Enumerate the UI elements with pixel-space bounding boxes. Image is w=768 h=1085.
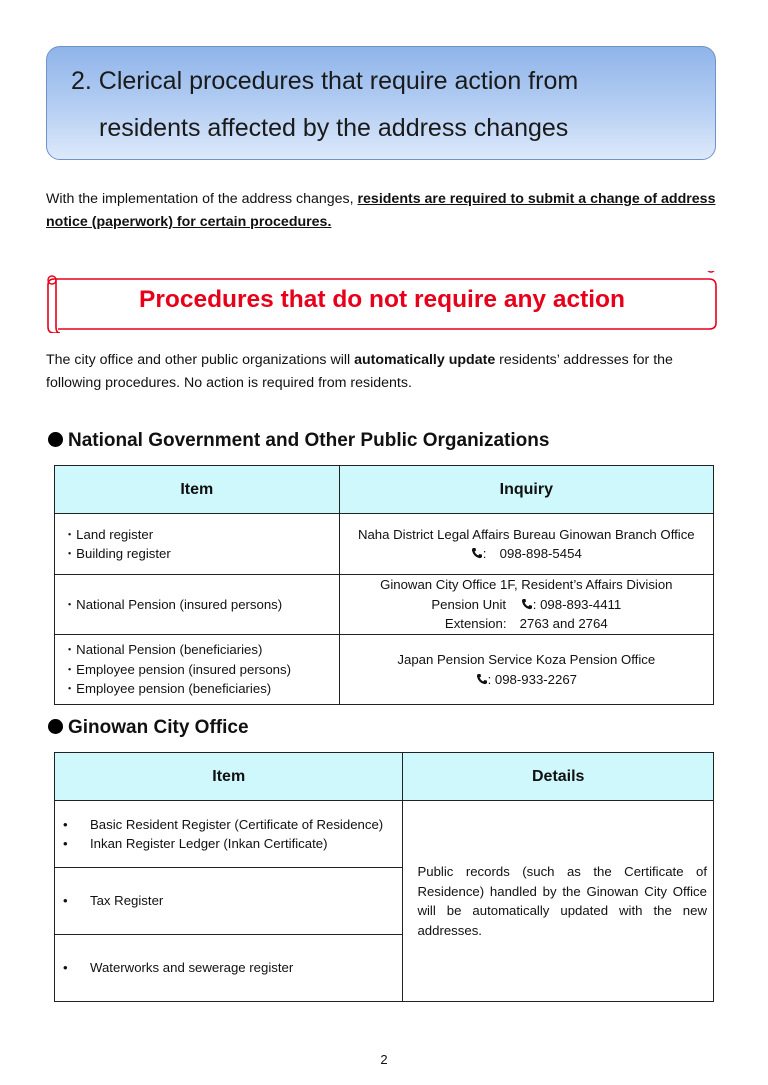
bullet: • [63, 960, 68, 976]
black-circle-icon [48, 719, 63, 734]
table-row [55, 514, 714, 575]
table-header-row [55, 753, 714, 801]
col-item-header: Item [55, 753, 403, 801]
table-row [55, 801, 714, 868]
inquiry-extension: Extension: 2763 and 2764 [444, 616, 608, 632]
item-cell [55, 514, 340, 575]
intro-paragraph [46, 188, 726, 234]
inquiry-line: Japan Pension Service Koza Pension Office [397, 652, 656, 667]
inquiry-phone [340, 670, 713, 690]
item-text: ・National Pension (beneficiaries) [63, 642, 263, 658]
inquiry-cell [339, 514, 713, 575]
table-public-organizations [54, 465, 714, 705]
item-text: ・National Pension (insured persons) [63, 596, 283, 612]
section-title-line2: residents affected by the address changes [99, 114, 569, 142]
bullet: • [63, 836, 68, 851]
item-text: ・Building register [63, 546, 171, 561]
details-cell: Public records (such as the Certificate of Residence) handled by the Ginowan City Office will be automatically updated with the new addresses. [403, 801, 714, 1002]
section-title-line1: 2. Clerical procedures that require action from [71, 67, 579, 95]
item-text: ・Land register [63, 526, 154, 542]
item-text: ・Employee pension (insured persons) [63, 661, 291, 677]
banner-scroll [46, 271, 718, 331]
inquiry-phone [340, 544, 713, 564]
item-cell [55, 935, 403, 1002]
col-inquiry-header: Inquiry [339, 466, 713, 514]
phone-number: : 098-893-4411 [532, 596, 622, 612]
phone-number: : 098-898-5454 [482, 546, 582, 561]
phone-number: : 098-933-2267 [487, 671, 578, 687]
intro-underlined: residents are required to submit a change of address notice (paperwork) for certain procedures. [46, 191, 716, 230]
auto-update-paragraph [46, 349, 728, 395]
inquiry-phone [340, 595, 713, 615]
col-item-header: Item [55, 466, 340, 514]
item-text: Inkan Register Ledger (Inkan Certificate) [90, 836, 328, 851]
table-row [55, 575, 714, 635]
table-row [55, 635, 714, 705]
phone-icon [471, 547, 483, 559]
section2-heading [48, 717, 249, 739]
item-text: Waterworks and sewerage register [90, 960, 294, 976]
table-header-row [55, 466, 714, 514]
section2-heading-text: Ginowan City Office [68, 717, 249, 738]
inquiry-unit: Pension Unit [431, 596, 507, 612]
item-cell [55, 868, 403, 935]
banner-title: Procedures that do not require any action [138, 286, 625, 313]
table-city-office [54, 752, 714, 1002]
col-details-header: Details [403, 753, 714, 801]
phone-icon [476, 673, 488, 685]
item-cell [55, 635, 340, 705]
item-text: Basic Resident Register (Certificate of Residence) [90, 816, 384, 832]
para-bold: automatically update [354, 352, 496, 368]
section1-heading-text: National Government and Other Public Organizations [68, 430, 550, 451]
section-header-box [46, 46, 716, 160]
bullet: • [63, 893, 68, 909]
item-cell [55, 575, 340, 635]
inquiry-cell [339, 635, 713, 705]
item-cell [55, 801, 403, 868]
inquiry-cell [339, 575, 713, 635]
section1-heading [48, 430, 549, 452]
item-text: ・Employee pension (beneficiaries) [63, 681, 272, 697]
para-before: The city office and other public organizations will [46, 352, 355, 368]
black-circle-icon [48, 432, 63, 447]
intro-plain: With the implementation of the address changes, [46, 191, 358, 207]
page-number: 2 [380, 1052, 388, 1067]
inquiry-line: Ginowan City Office 1F, Resident’s Affairs Division [380, 577, 673, 593]
inquiry-line: Naha District Legal Affairs Bureau Ginowan Branch Office [357, 526, 695, 542]
para-after: residents’ addresses for the following procedures. No action is required from residents. [46, 352, 673, 391]
phone-icon [521, 598, 533, 610]
item-text: Tax Register [90, 893, 164, 909]
bullet: • [63, 816, 68, 832]
